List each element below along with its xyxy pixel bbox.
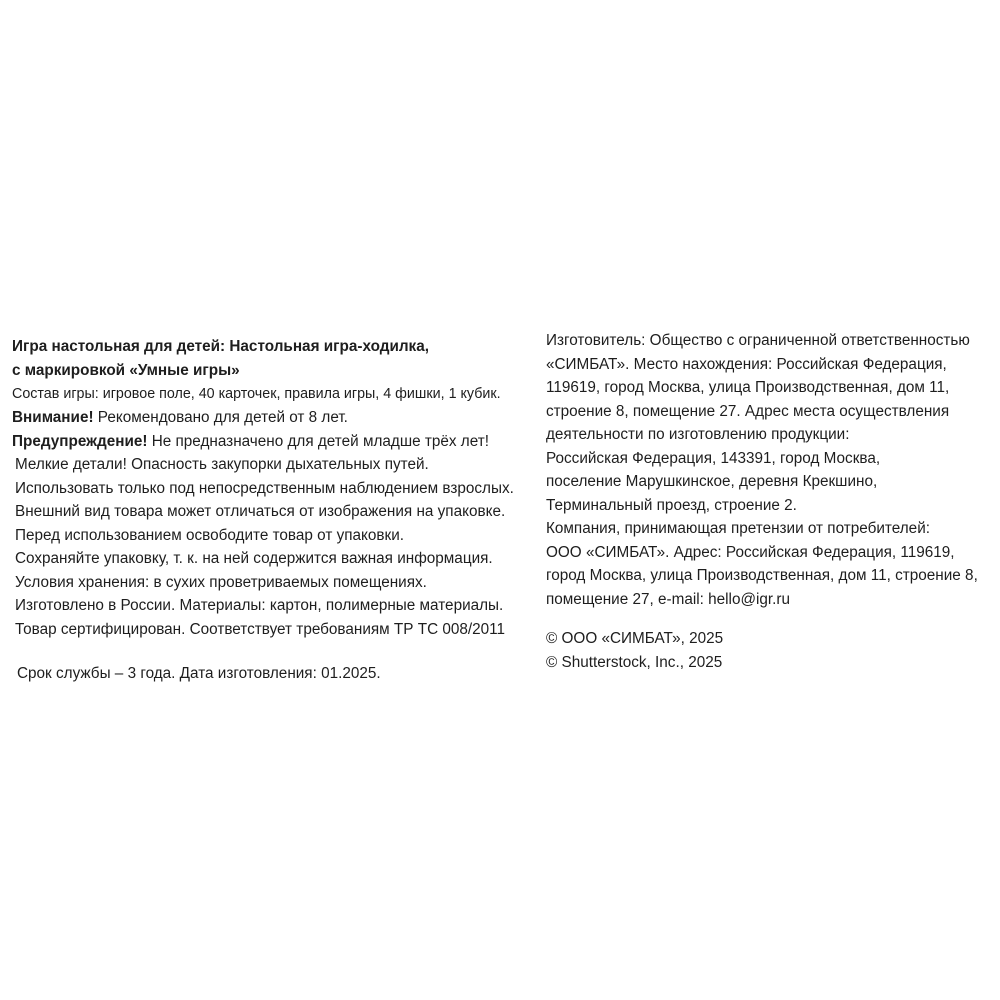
attention-text: Рекомендовано для детей от 8 лет.: [93, 409, 348, 426]
manufacturer-line: Изготовитель: Общество с ограниченной ответственностью: [546, 332, 970, 349]
manufacturer-line: деятельности по изготовлению продукции:: [546, 426, 850, 443]
claims-line: город Москва, улица Производственная, дом 11, строение 8,: [546, 567, 978, 584]
composition-text: Состав игры: игровое поле, 40 карточек, правила игры, 4 фишки, 1 кубик.: [12, 386, 501, 402]
service-life-text: Срок службы – 3 года. Дата изготовления: 01.2025.: [17, 665, 381, 682]
spacer: [12, 641, 532, 662]
info-line: Внешний вид товара может отличаться от изображения на упаковке.: [15, 503, 506, 520]
warning-line: [12, 430, 532, 454]
manufacturer-line: поселение Марушкинское, деревня Крекшино,: [546, 473, 878, 490]
claims-line: ООО «СИМБАТ». Адрес: Российская Федерация, 119619,: [546, 543, 955, 561]
info-line: Условия хранения: в сухих проветриваемых помещениях.: [15, 573, 427, 591]
warning-label: Предупреждение!: [12, 432, 148, 450]
manufacturer-line: Терминальный проезд, строение 2.: [546, 496, 797, 514]
info-line: Мелкие детали! Опасность закупорки дыхательных путей.: [15, 456, 429, 473]
info-line: Изготовлено в России. Материалы: картон, полимерные материалы.: [15, 597, 504, 614]
manufacturer-line: строение 8, помещение 27. Адрес места осуществления: [546, 402, 950, 420]
attention-label: Внимание!: [12, 409, 94, 426]
attention-line: [12, 406, 532, 430]
claims-email-line: помещение 27, e-mail: hello@igr.ru: [546, 590, 791, 608]
info-line: Сохраняйте упаковку, т. к. на ней содержится важная информация.: [15, 550, 493, 567]
copyright-line: © Shutterstock, Inc., 2025: [546, 653, 723, 671]
product-title-line-2: с маркировкой «Умные игры»: [12, 362, 240, 379]
copyright-line: © ООО «СИМБАТ», 2025: [546, 630, 724, 647]
manufacturer-line: «СИМБАТ». Место нахождения: Российская Федерация,: [546, 355, 947, 373]
left-column: [12, 335, 532, 686]
spacer: [546, 611, 992, 627]
info-line: Перед использованием освободите товар от упаковки.: [15, 526, 405, 544]
product-title-line-1: Игра настольная для детей: Настольная игра-ходилка,: [12, 338, 429, 355]
manufacturer-line: 119619, город Москва, улица Производственная, дом 11,: [546, 379, 950, 396]
info-line: Использовать только под непосредственным наблюдением взрослых.: [15, 479, 514, 497]
right-column: [546, 329, 992, 674]
info-line: Товар сертифицирован. Соответствует требованиям ТР ТС 008/2011: [15, 620, 506, 638]
manufacturer-line: Российская Федерация, 143391, город Москва,: [546, 449, 881, 467]
warning-text: Не предназначено для детей младше трёх лет!: [147, 432, 489, 450]
claims-line: Компания, принимающая претензии от потребителей:: [546, 520, 930, 537]
